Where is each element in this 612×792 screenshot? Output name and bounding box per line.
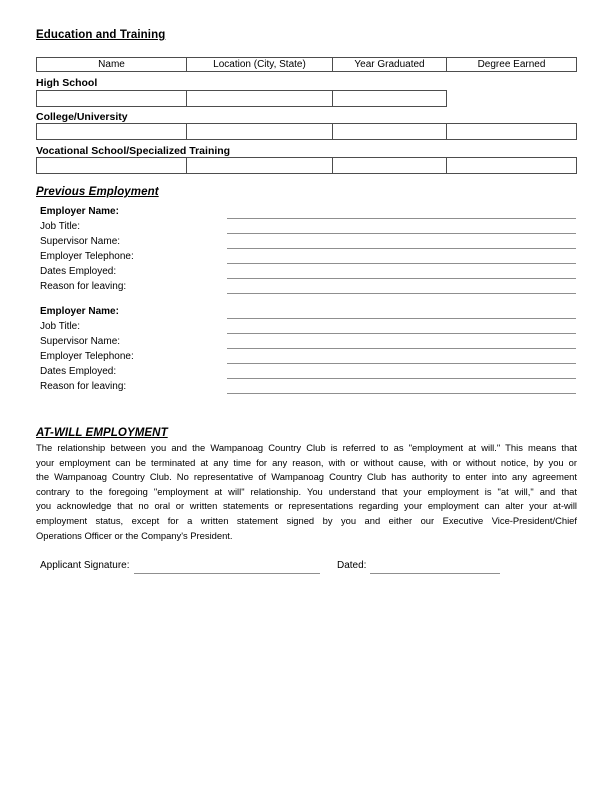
at-will-paragraph-line: employment status, except for a written statement signed by you and either our Executive Vice-President/Chief — [36, 514, 577, 526]
education-table-header — [36, 57, 577, 72]
field-label-employer-name: Employer Name: — [40, 306, 119, 317]
employment-2-row-employer-telephone — [36, 350, 577, 365]
employment-1-job-title-line[interactable] — [227, 221, 576, 234]
edu-cell-college-university-name[interactable] — [36, 123, 187, 140]
edu-column-header-name: Name — [36, 57, 187, 72]
edu-cell-vocational-school-specialized-training-year-graduated[interactable] — [333, 157, 447, 174]
edu-cell-vocational-school-specialized-training-location[interactable] — [187, 157, 333, 174]
edu-column-header-location: Location (City, State) — [187, 57, 333, 72]
at-will-paragraph-line: your employment can be terminated at any time for any reason, with or without cause, with or without notice, by you or — [36, 456, 577, 468]
edu-cell-college-university-degree-earned[interactable] — [447, 123, 577, 140]
field-label-dates-employed: Dates Employed: — [40, 266, 117, 277]
edu-cell-vocational-school-specialized-training-degree-earned[interactable] — [447, 157, 577, 174]
field-label-supervisor-name: Supervisor Name: — [40, 236, 121, 247]
employment-2-row-supervisor-name — [36, 335, 577, 350]
field-label-dates-employed: Dates Employed: — [40, 366, 117, 377]
edu-cell-college-university-location[interactable] — [187, 123, 333, 140]
employment-2-employer-telephone-line[interactable] — [227, 351, 576, 364]
at-will-paragraph-line: The relationship between you and the Wampanoag Country Club is referred to as "employment at will." This means that — [36, 442, 577, 453]
employment-1-employer-telephone-line[interactable] — [227, 251, 576, 264]
edu-cell-high-school-year-graduated[interactable] — [333, 90, 447, 107]
dated-line[interactable] — [370, 561, 500, 574]
education-section-title: Education and Training — [36, 29, 166, 41]
field-label-reason-for-leaving: Reason for leaving: — [40, 381, 127, 392]
edu-row-label-vocational-school-specialized-training: Vocational School/Specialized Training — [36, 145, 231, 157]
edu-row-college-university — [36, 123, 577, 140]
at-will-paragraph-line: the Wampanoag Country Club. No representative of Wampanoag Country Club has authority to enter into any agreement — [36, 471, 577, 483]
employment-1-supervisor-name-line[interactable] — [227, 236, 576, 249]
signature-row — [36, 558, 577, 575]
employment-2-job-title-line[interactable] — [227, 321, 576, 334]
applicant-signature-label: Applicant Signature: — [40, 560, 130, 571]
edu-column-header-degree-earned: Degree Earned — [447, 57, 577, 72]
at-will-paragraph-line: contrary to the foregoing "employment at will" relationship. You understand that your employment is "at will," and that — [36, 485, 577, 497]
employment-1-reason-for-leaving-line[interactable] — [227, 281, 576, 294]
employment-2-row-job-title — [36, 320, 577, 335]
employment-2-row-employer-name — [36, 305, 577, 320]
field-label-employer-telephone: Employer Telephone: — [40, 351, 134, 362]
at-will-paragraph-line: Operations Officer or the Company's President. — [36, 529, 233, 541]
edu-cell-college-university-year-graduated[interactable] — [333, 123, 447, 140]
field-label-supervisor-name: Supervisor Name: — [40, 336, 121, 347]
employment-1-row-employer-name — [36, 205, 577, 220]
employment-2-row-dates-employed — [36, 365, 577, 380]
edu-row-vocational-school-specialized-training — [36, 157, 577, 174]
employment-1-row-job-title — [36, 220, 577, 235]
employment-1-row-dates-employed — [36, 265, 577, 280]
employment-1-row-reason-for-leaving — [36, 280, 577, 295]
field-label-job-title: Job Title: — [40, 221, 81, 232]
employment-2-dates-employed-line[interactable] — [227, 366, 576, 379]
field-label-reason-for-leaving: Reason for leaving: — [40, 281, 127, 292]
employment-1-row-supervisor-name — [36, 235, 577, 250]
field-label-employer-telephone: Employer Telephone: — [40, 251, 134, 262]
employment-1-row-employer-telephone — [36, 250, 577, 265]
employment-2-reason-for-leaving-line[interactable] — [227, 381, 576, 394]
edu-row-label-high-school: High School — [36, 77, 98, 89]
employment-1-dates-employed-line[interactable] — [227, 266, 576, 279]
edu-cell-high-school-location[interactable] — [187, 90, 333, 107]
field-label-employer-name: Employer Name: — [40, 206, 119, 217]
applicant-signature-line[interactable] — [134, 561, 320, 574]
edu-row-label-college-university: College/University — [36, 111, 128, 123]
at-will-paragraph-line: you acknowledge that no oral or written statements or representations regarding your employment can alter your at-will — [36, 500, 577, 512]
dated-label: Dated: — [337, 560, 367, 571]
at-will-paragraph — [36, 441, 577, 543]
employment-2-supervisor-name-line[interactable] — [227, 336, 576, 349]
edu-cell-vocational-school-specialized-training-name[interactable] — [36, 157, 187, 174]
previous-employment-section-title: Previous Employment — [36, 186, 159, 198]
employment-2-employer-name-line[interactable] — [227, 306, 576, 319]
employment-2-row-reason-for-leaving — [36, 380, 577, 395]
edu-cell-high-school-name[interactable] — [36, 90, 187, 107]
at-will-section-title: AT-WILL EMPLOYMENT — [36, 427, 168, 439]
edu-row-high-school — [36, 90, 447, 107]
field-label-job-title: Job Title: — [40, 321, 81, 332]
edu-column-header-year-graduated: Year Graduated — [333, 57, 447, 72]
employment-1-employer-name-line[interactable] — [227, 206, 576, 219]
